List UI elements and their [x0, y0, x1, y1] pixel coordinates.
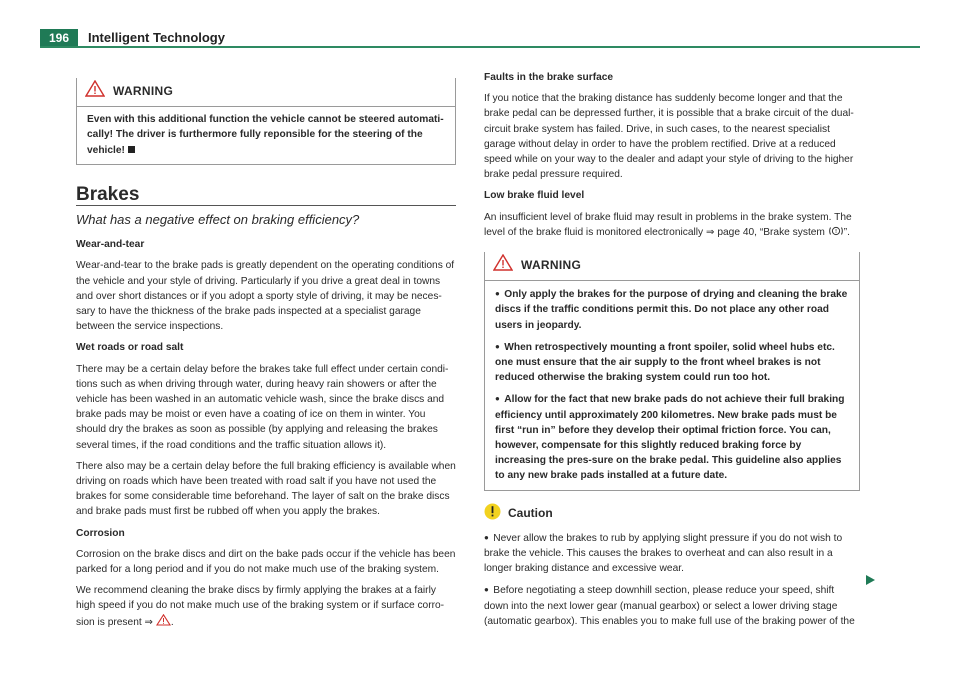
warning-header-2 [485, 252, 859, 281]
wet-roads-heading: Wet roads or road salt [76, 342, 184, 354]
fluid-paragraph-end: ”. [843, 226, 851, 238]
warning-box [76, 78, 456, 165]
warning-triangle-icon [85, 80, 105, 102]
section-rule [76, 205, 456, 206]
fluid-heading: Low brake fluid level [484, 190, 585, 202]
warning-item: ● Allow for the fact that new brake pads do not achieve their full braking efficiency until approximately 200 kilometres. New brake pads must be first “run in” before they develop their optimal friction force. You can, however, compensate for this slightly reduced braking force by increasing the pres-sure on the brake pedal. This guideline also applies to any new brake pads installed at a future date. [495, 391, 849, 483]
warning-title-2: WARNING [521, 257, 582, 272]
section-title: Brakes [76, 183, 140, 205]
right-column [484, 70, 860, 635]
end-marker-icon [128, 146, 135, 153]
page-number: 196 [40, 29, 78, 48]
warning-triangle-icon [493, 254, 513, 276]
caution-icon [484, 503, 501, 524]
faults-heading: Faults in the brake surface [484, 72, 614, 83]
fluid-paragraph [484, 210, 860, 240]
caution-item: ● Before negotiating a steep downhill section, please reduce your speed, shift down into the next lower gear (manual gearbox) or select a lower driving stage (automatic gearbox). This enables you to make full use of the braking power of the [484, 582, 860, 629]
wear-paragraph: Wear-and-tear to the brake pads is greatly dependent on the operating conditions of the vehicle and your style of driving. Particularly if you drive a great deal in towns and over short distances or if you adopt a sporty style of driving, it may be neces-sary to have the thickness of the brake pads inspected at a specialist garage between the service inspections. [76, 260, 455, 333]
warning-header [77, 78, 455, 107]
running-title: Intelligent Technology [88, 30, 225, 45]
wet-roads-paragraph-2: There also may be a certain delay before the full braking efficiency is available when driving on roads which have been treated with road salt if you have not used the brakes for some considerable time beforehand. The layer of salt on the brake discs and brake pads must first be rubbed off when you apply the brakes. [76, 460, 456, 518]
fluid-paragraph-text: An insufficient level of brake fluid may result in problems in the brake system. The level of the brake fluid is monitored electronically ⇒ page 40, “Brake system [484, 211, 852, 238]
caution-header [484, 503, 860, 524]
section-subtitle: What has a negative effect on braking efficiency? [76, 212, 360, 228]
corrosion-paragraph-2-text: We recommend cleaning the brake discs by firmly applying the brakes at a fairly high speed if you do not make much use of the braking system or if surface corro-sion is present ⇒ [76, 585, 445, 628]
svg-text:!: ! [834, 229, 837, 236]
warning-reference-icon[interactable] [156, 617, 171, 628]
wet-roads-paragraph-1: There may be a certain delay before the brakes take full effect under certain condi-tions such as when driving through water, during heavy rain showers or after the vehicle has been washed in an automatic vehicle wash, since the brake discs and brake pads may be moist or even have a coating of ice on them in winter. You should dry the brakes as soon as possible (by applying and releasing the brakes several times, if the road conditions and the traffic situation allows it). [76, 363, 449, 451]
corrosion-paragraph-1: Corrosion on the brake discs and dirt on the bake pads occur if the vehicle has been parked for a long period and if you do not make much use of the braking system. [76, 548, 456, 576]
brake-warning-lamp-icon [828, 227, 844, 238]
corrosion-paragraph-2: We recommend cleaning the brake discs by firmly applying the brakes at a fairly high speed if you do not make much use of the braking system or if surface corro-sion is present ⇒ . [76, 585, 445, 628]
wear-heading: Wear-and-tear [76, 239, 145, 251]
left-column [76, 78, 456, 636]
warning-item: ● Only apply the brakes for the purpose of drying and cleaning the brake discs if the traffic conditions permit this. Do not place any other road users in jeopardy. [495, 286, 849, 333]
warning-box-2 [484, 252, 860, 491]
warning-text: Even with this additional function the vehicle cannot be steered automati-cally! The driver is furthermore fully reponsible for the steering of the vehicle! [87, 114, 444, 156]
faults-paragraph: If you notice that the braking distance has suddenly become longer and that the brake pedal can be depressed further, it is possible that a brake circuit of the dual-circuit brake system has failed. Drive, in such cases, to the nearest specialist garage without delay in order to have the problem rectified. Drive at a reduced speed while on your way to the dealer and adapt your style of driving to the higher brake pedal pressure required. [484, 93, 854, 181]
caution-title: Caution [508, 505, 553, 520]
warning-item: ● When retrospectively mounting a front spoiler, solid wheel hubs etc. one must ensure that the air supply to the front wheel brakes is not reduced otherwise the braking system could run too hot. [495, 339, 849, 386]
caution-item: ● Never allow the brakes to rub by applying slight pressure if you do not wish to brake the vehicle. This causes the brakes to overheat and can also result in a longer braking distance and excessive wear. [484, 530, 860, 577]
corrosion-heading: Corrosion [76, 527, 125, 539]
continue-arrow-icon [864, 573, 876, 591]
header-rule [40, 46, 920, 48]
warning-title: WARNING [113, 83, 174, 98]
